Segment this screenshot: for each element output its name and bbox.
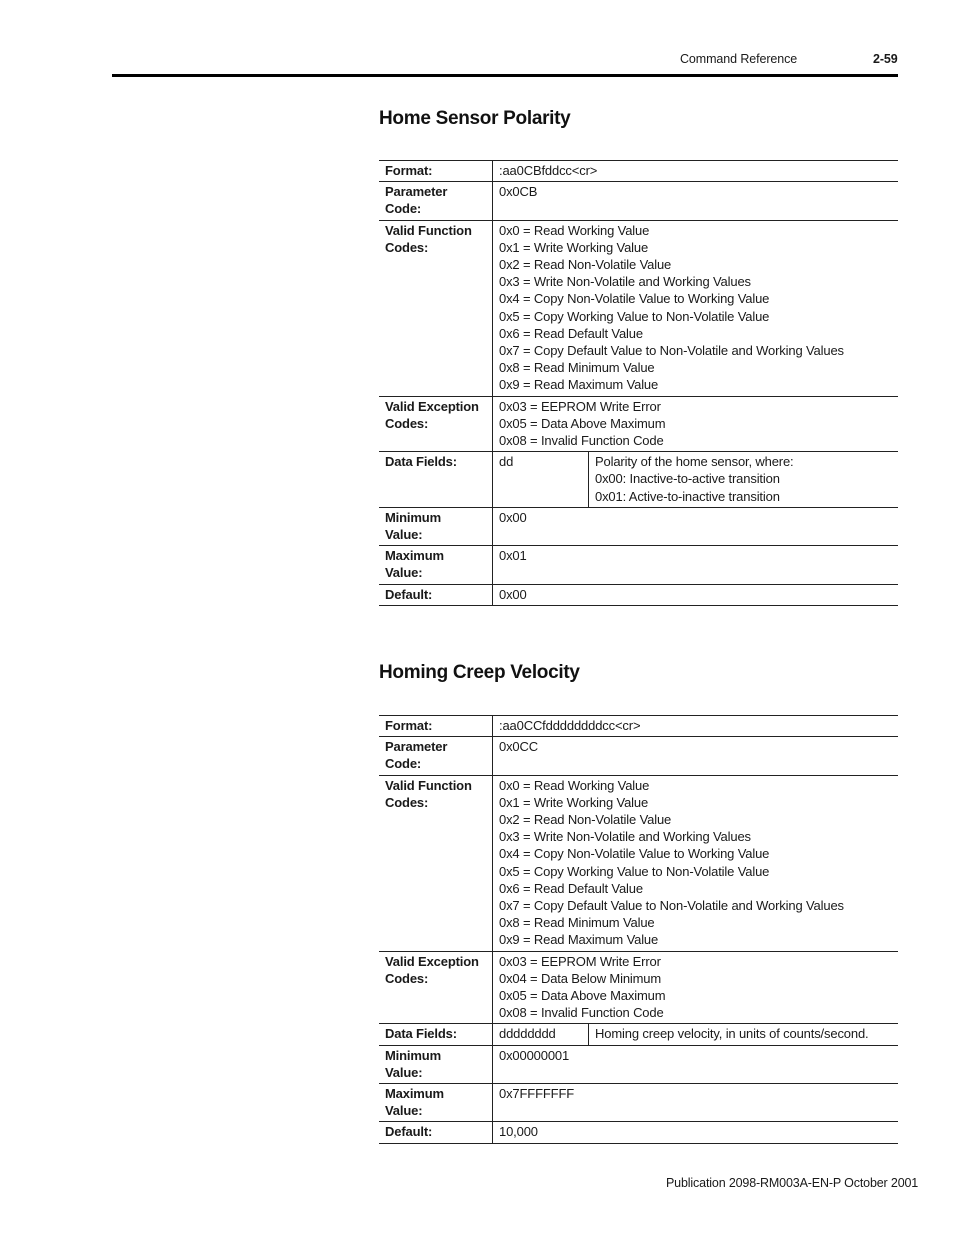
page-number: 2-59	[873, 52, 898, 66]
data-fields-code: dddddddd	[493, 1024, 589, 1045]
valid-function-codes-label: Valid Function Codes:	[379, 775, 493, 951]
row-valid-exception-codes	[379, 396, 898, 452]
row-parameter-code	[379, 737, 898, 775]
parameter-code-value: 0x0CC	[493, 737, 899, 775]
row-format	[379, 716, 898, 737]
data-fields-description: Polarity of the home sensor, where: 0x00: Inactive-to-active transition 0x01: Active-to-inactive transition	[589, 452, 899, 508]
publication-footer: Publication 2098-RM003A-EN-P October 2001	[666, 1176, 919, 1190]
default-label: Default:	[379, 1122, 493, 1143]
row-default	[379, 1122, 898, 1143]
section-title: Home Sensor Polarity	[379, 108, 571, 129]
minimum-value-label: Minimum Value:	[379, 507, 493, 545]
valid-exception-codes-label: Valid Exception Codes:	[379, 396, 493, 452]
row-valid-exception-codes	[379, 951, 898, 1024]
section-home-sensor-polarity	[379, 108, 898, 602]
minimum-value: 0x00000001	[493, 1045, 899, 1083]
valid-exception-codes-value: 0x03 = EEPROM Write Error 0x05 = Data Above Maximum 0x08 = Invalid Function Code	[493, 396, 899, 452]
parameter-code-label: Parameter Code:	[379, 737, 493, 775]
format-label: Format:	[379, 716, 493, 737]
row-valid-function-codes	[379, 775, 898, 951]
format-value: :aa0CBfddcc<cr>	[493, 161, 899, 182]
format-label: Format:	[379, 161, 493, 182]
row-maximum-value	[379, 1084, 898, 1122]
minimum-value: 0x00	[493, 507, 899, 545]
minimum-value-label: Minimum Value:	[379, 1045, 493, 1083]
row-data-fields	[379, 1024, 898, 1045]
default-label: Default:	[379, 584, 493, 605]
section-homing-creep-velocity	[379, 662, 898, 1140]
parameter-code-value: 0x0CB	[493, 182, 899, 220]
row-default	[379, 584, 898, 605]
data-fields-label: Data Fields:	[379, 452, 493, 508]
row-parameter-code	[379, 182, 898, 220]
command-spec-table	[379, 160, 898, 606]
data-fields-code: dd	[493, 452, 589, 508]
command-spec-table	[379, 715, 898, 1144]
row-maximum-value	[379, 546, 898, 584]
valid-exception-codes-value: 0x03 = EEPROM Write Error 0x04 = Data Below Minimum 0x05 = Data Above Maximum 0x08 = Invalid Function Code	[493, 951, 899, 1024]
row-minimum-value	[379, 507, 898, 545]
row-valid-function-codes	[379, 220, 898, 396]
maximum-value: 0x7FFFFFFF	[493, 1084, 899, 1122]
header-rule	[112, 74, 898, 77]
row-data-fields	[379, 452, 898, 508]
valid-function-codes-value: 0x0 = Read Working Value 0x1 = Write Working Value 0x2 = Read Non-Volatile Value 0x3 = Write Non-Volatile and Working Values 0x4 = Copy Non-Volatile Value to Working Value 0x5 = Copy Working Value to Non-Volatile Value 0x6 = Read Default Value 0x7 = Copy Default Value to Non-Volatile and Working Values 0x8 = Read Minimum Value 0x9 = Read Maximum Value	[493, 220, 899, 396]
row-format	[379, 161, 898, 182]
maximum-value: 0x01	[493, 546, 899, 584]
default-value: 0x00	[493, 584, 899, 605]
valid-function-codes-label: Valid Function Codes:	[379, 220, 493, 396]
format-value: :aa0CCfddddddddcc<cr>	[493, 716, 899, 737]
running-header-title: Command Reference	[680, 52, 798, 66]
parameter-code-label: Parameter Code:	[379, 182, 493, 220]
default-value: 10,000	[493, 1122, 899, 1143]
data-fields-description: Homing creep velocity, in units of counts/second.	[589, 1024, 899, 1045]
maximum-value-label: Maximum Value:	[379, 1084, 493, 1122]
row-minimum-value	[379, 1045, 898, 1083]
valid-exception-codes-label: Valid Exception Codes:	[379, 951, 493, 1024]
data-fields-label: Data Fields:	[379, 1024, 493, 1045]
valid-function-codes-value: 0x0 = Read Working Value 0x1 = Write Working Value 0x2 = Read Non-Volatile Value 0x3 = Write Non-Volatile and Working Values 0x4 = Copy Non-Volatile Value to Working Value 0x5 = Copy Working Value to Non-Volatile Value 0x6 = Read Default Value 0x7 = Copy Default Value to Non-Volatile and Working Values 0x8 = Read Minimum Value 0x9 = Read Maximum Value	[493, 775, 899, 951]
section-title: Homing Creep Velocity	[379, 662, 580, 683]
maximum-value-label: Maximum Value:	[379, 546, 493, 584]
